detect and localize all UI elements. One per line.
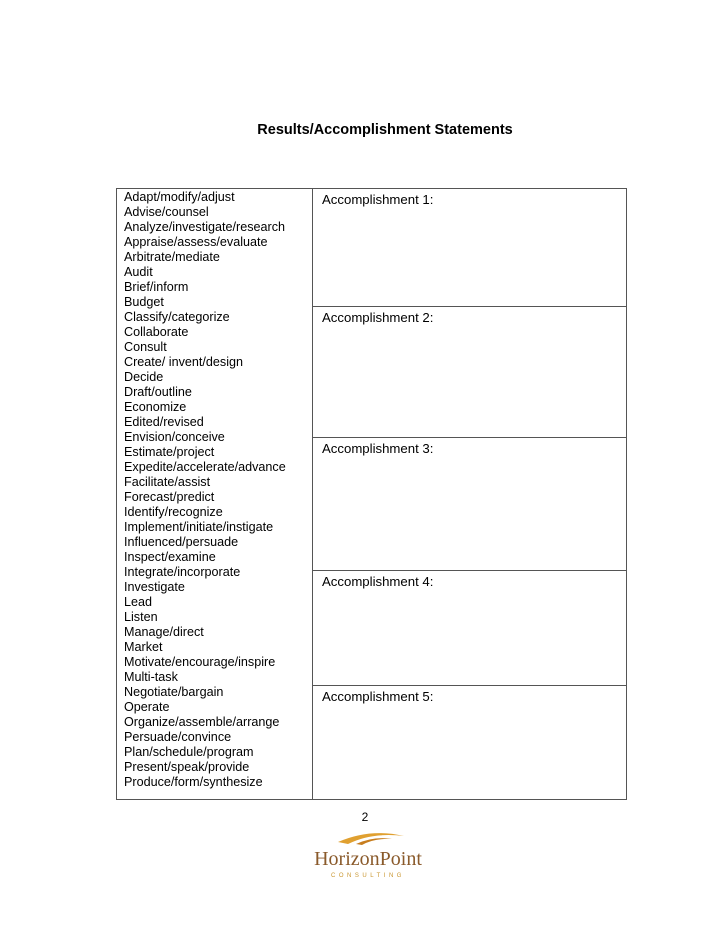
action-verb-item: Integrate/incorporate <box>124 565 241 579</box>
action-verb-item: Appraise/assess/evaluate <box>124 235 268 249</box>
action-verb-item: Budget <box>124 295 164 309</box>
action-verb-item: Motivate/encourage/inspire <box>124 655 276 669</box>
action-verb-item: Create/ invent/design <box>124 355 244 369</box>
action-verb-item: Listen <box>124 610 158 624</box>
action-verbs-column <box>117 189 313 799</box>
action-verb-item: Advise/counsel <box>124 205 209 219</box>
action-verb-item: Consult <box>124 340 167 354</box>
action-verb-item: Plan/schedule/program <box>124 745 254 759</box>
action-verb-item: Inspect/examine <box>124 550 216 564</box>
action-verb-item: Negotiate/bargain <box>124 685 224 699</box>
action-verb-item: Identify/recognize <box>124 505 223 519</box>
action-verb-item: Envision/conceive <box>124 430 225 444</box>
accomplishment-label: Accomplishment 5: <box>322 689 434 704</box>
action-verb-item: Classify/categorize <box>124 310 230 324</box>
action-verb-item: Operate <box>124 700 170 714</box>
action-verb-item: Investigate <box>124 580 185 594</box>
action-verb-item: Organize/assemble/arrange <box>124 715 280 729</box>
action-verb-item: Facilitate/assist <box>124 475 211 489</box>
action-verb-item: Brief/inform <box>124 280 189 294</box>
action-verb-item: Manage/direct <box>124 625 204 639</box>
action-verb-item: Multi-task <box>124 670 178 684</box>
action-verb-item: Economize <box>124 400 187 414</box>
accomplishment-cell-1[interactable] <box>313 189 626 307</box>
action-verb-item: Estimate/project <box>124 445 215 459</box>
action-verb-item: Decide <box>124 370 164 384</box>
action-verb-item: Audit <box>124 265 153 279</box>
action-verb-item: Draft/outline <box>124 385 192 399</box>
action-verb-item: Adapt/modify/adjust <box>124 190 235 204</box>
accomplishment-label: Accomplishment 3: <box>322 441 434 456</box>
logo-arc-inner-icon <box>356 838 392 845</box>
page-title: Results/Accomplishment Statements <box>257 122 513 138</box>
action-verb-item: Edited/revised <box>124 415 204 429</box>
logo-brand-text: HorizonPoint <box>314 848 422 870</box>
action-verb-item: Persuade/convince <box>124 730 232 744</box>
page-number: 2 <box>361 810 369 824</box>
action-verb-item: Market <box>124 640 163 654</box>
logo-tagline-text: CONSULTING <box>331 873 405 879</box>
accomplishment-label: Accomplishment 1: <box>322 192 434 207</box>
accomplishment-cell-3[interactable] <box>313 438 626 571</box>
action-verb-item: Produce/form/synthesize <box>124 775 263 789</box>
accomplishment-table <box>116 188 627 800</box>
horizonpoint-logo <box>308 830 428 882</box>
action-verb-item: Arbitrate/mediate <box>124 250 220 264</box>
action-verb-item: Collaborate <box>124 325 189 339</box>
action-verb-item: Analyze/investigate/research <box>124 220 286 234</box>
accomplishment-cell-2[interactable] <box>313 307 626 438</box>
accomplishment-label: Accomplishment 2: <box>322 310 434 325</box>
action-verb-item: Present/speak/provide <box>124 760 250 774</box>
action-verb-item: Expedite/accelerate/advance <box>124 460 286 474</box>
action-verb-item: Lead <box>124 595 153 609</box>
action-verb-item: Forecast/predict <box>124 490 215 504</box>
accomplishment-label: Accomplishment 4: <box>322 574 434 589</box>
logo-graphic <box>308 830 428 882</box>
accomplishment-cell-4[interactable] <box>313 571 626 686</box>
action-verb-item: Influenced/persuade <box>124 535 239 549</box>
logo-arc-icon <box>338 833 404 844</box>
accomplishment-cell-5[interactable] <box>313 686 626 799</box>
action-verb-item: Implement/initiate/instigate <box>124 520 274 534</box>
